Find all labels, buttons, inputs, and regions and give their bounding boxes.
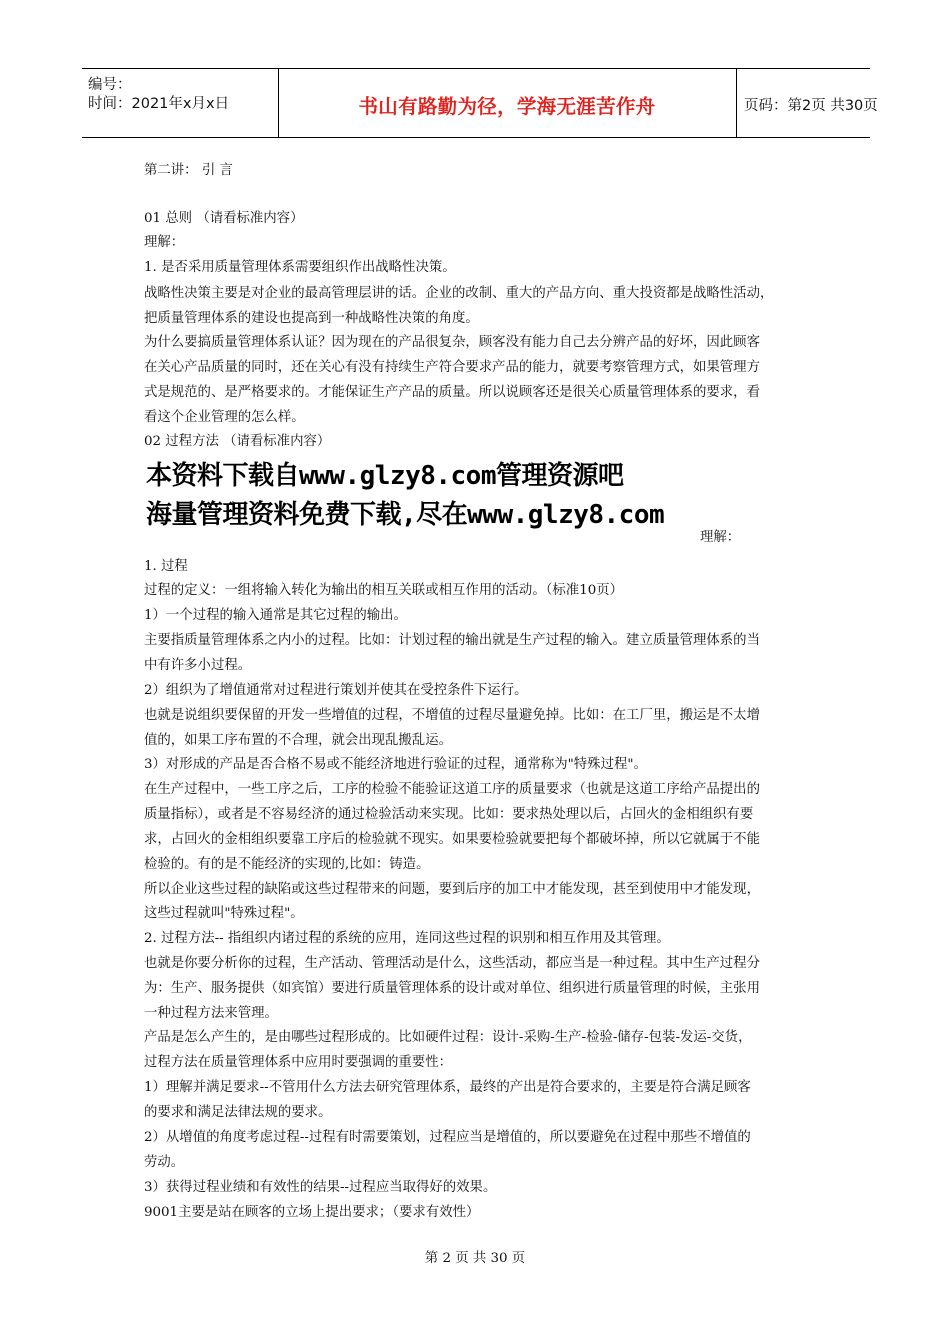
header-page-cell [736, 69, 878, 137]
page-header [82, 68, 878, 138]
header-motto: 书山有路勤为径，学海无涯苦作舟 [358, 95, 656, 118]
paragraph-line: 的要求和满足法律法规的要求。 [144, 1105, 332, 1120]
doc-code-label: 编号： [88, 77, 132, 93]
doc-time-label: 时间：2021年x月x日 [88, 96, 230, 112]
paragraph-line: 检验的。有的是不能经济的实现的,比如：铸造。 [144, 857, 430, 872]
paragraph-line: 3）获得过程业绩和有效性的结果--过程应当取得好的效果。 [144, 1180, 497, 1195]
paragraph-line: 也就是你要分析你的过程，生产活动、管理活动是什么，这些活动，都应当是一种过程。其中生产过程分 [144, 956, 760, 971]
understanding-label: 理解： [700, 530, 741, 545]
paragraph-line: 01 总则 （请看标准内容） [144, 211, 304, 226]
paragraph-line: 看这个企业管理的怎么样。 [144, 410, 305, 425]
header-info-cell [82, 69, 279, 137]
paragraph-line: 过程方法在质量管理体系中应用时要强调的重要性： [144, 1055, 452, 1070]
paragraph-line: 值的，如果工序布置的不合理，就会出现乱搬乱运。 [144, 733, 452, 748]
paragraph-line: 一种过程方法来管理。 [144, 1006, 278, 1021]
paragraph-line: 1. 是否采用质量管理体系需要组织作出战略性决策。 [144, 260, 456, 275]
paragraph-line: 也就是说组织要保留的开发一些增值的过程，不增值的过程尽量避免掉。比如：在工厂里，搬运是不太增 [144, 708, 760, 723]
paragraph-line: 在生产过程中，一些工序之后，工序的检验不能验证这道工序的质量要求（也就是这道工序给产品提出的 [144, 782, 760, 797]
paragraph-line: 2）从增值的角度考虑过程--过程有时需要策划，过程应当是增值的，所以要避免在过程中那些不增值的 [144, 1130, 751, 1145]
paragraph-line: 求，占回火的金相组织要靠工序后的检验就不现实。如果要检验就要把每个都破坏掉，所以它就属于不能 [144, 832, 760, 847]
page-footer: 第 2 页 共 30 页 [424, 1251, 526, 1266]
paragraph-line: 战略性决策主要是对企业的最高管理层讲的话。企业的改制、重大的产品方向、重大投资都是战略性活动， [144, 286, 774, 301]
paragraph-line: 式是规范的、是严格要求的。才能保证生产产品的质量。所以说顾客还是很关心质量管理体系的要求，看 [144, 385, 760, 400]
paragraph-line: 理解： [144, 235, 185, 250]
paragraph-line: 3）对形成的产品是否合格不易或不能经济地进行验证的过程，通常称为"特殊过程"。 [144, 757, 647, 772]
paragraph-line: 所以企业这些过程的缺陷或这些过程带来的问题，要到后序的加工中才能发现，甚至到使用中才能发现， [144, 882, 760, 897]
paragraph-line: 主要指质量管理体系之内小的过程。比如：计划过程的输出就是生产过程的输入。建立质量管理体系的当 [144, 633, 760, 648]
paragraph-line: 过程的定义：一组将输入转化为输出的相互关联或相互作用的活动。（标准10页） [144, 583, 624, 598]
paragraph-line: 1）一个过程的输入通常是其它过程的输出。 [144, 608, 407, 623]
paragraph-line: 2）组织为了增值通常对过程进行策划并使其在受控条件下运行。 [144, 683, 528, 698]
watermark-line-2: 海量管理资料免费下载,尽在www.glzy8.com [146, 500, 665, 530]
paragraph-line: 中有许多小过程。 [144, 658, 252, 673]
paragraph-line: 1）理解并满足要求--不管用什么方法去研究管理体系，最终的产出是符合要求的，主要是符合满足顾客 [144, 1080, 751, 1095]
header-motto-cell [278, 69, 737, 137]
paragraph-line: 这些过程就叫"特殊过程"。 [144, 906, 304, 921]
paragraph-line: 产品是怎么产生的，是由哪些过程形成的。比如硬件过程：设计-采购-生产-检验-储存-包装-发运-交货， [144, 1030, 752, 1045]
paragraph-line: 在关心产品质量的同时，还在关心有没有持续生产符合要求产品的能力，就要考察管理方式，如果管理方 [144, 360, 760, 375]
paragraph-line: 2. 过程方法-- 指组织内诸过程的系统的应用，连同这些过程的识别和相互作用及其管理。 [144, 931, 670, 946]
paragraph-line: 为什么要搞质量管理体系认证？因为现在的产品很复杂，顾客没有能力自己去分辨产品的好坏，因此顾客 [144, 335, 760, 350]
paragraph-line: 质量指标），或者是不容易经济的通过检验活动来实现。比如：要求热处理以后，占回火的金相组织有要 [144, 807, 754, 822]
paragraph-line: 劳动。 [144, 1155, 185, 1170]
paragraph-line: 为：生产、服务提供（如宾馆）要进行质量管理体系的设计或对单位、组织进行质量管理的时候，主张用 [144, 981, 760, 996]
header-page-number: 页码：第2页 共30页 [744, 98, 878, 114]
lecture-title: 第二讲： 引 言 [144, 163, 233, 178]
paragraph-line: 1. 过程 [144, 559, 188, 574]
paragraph-line: 把质量管理体系的建设也提高到一种战略性决策的角度。 [144, 311, 479, 326]
watermark-line-1: 本资料下载自www.glzy8.com管理资源吧 [146, 461, 624, 491]
paragraph-line: 02 过程方法 （请看标准内容） [144, 434, 331, 449]
paragraph-line: 9001主要是站在顾客的立场上提出要求；（要求有效性） [144, 1205, 480, 1220]
